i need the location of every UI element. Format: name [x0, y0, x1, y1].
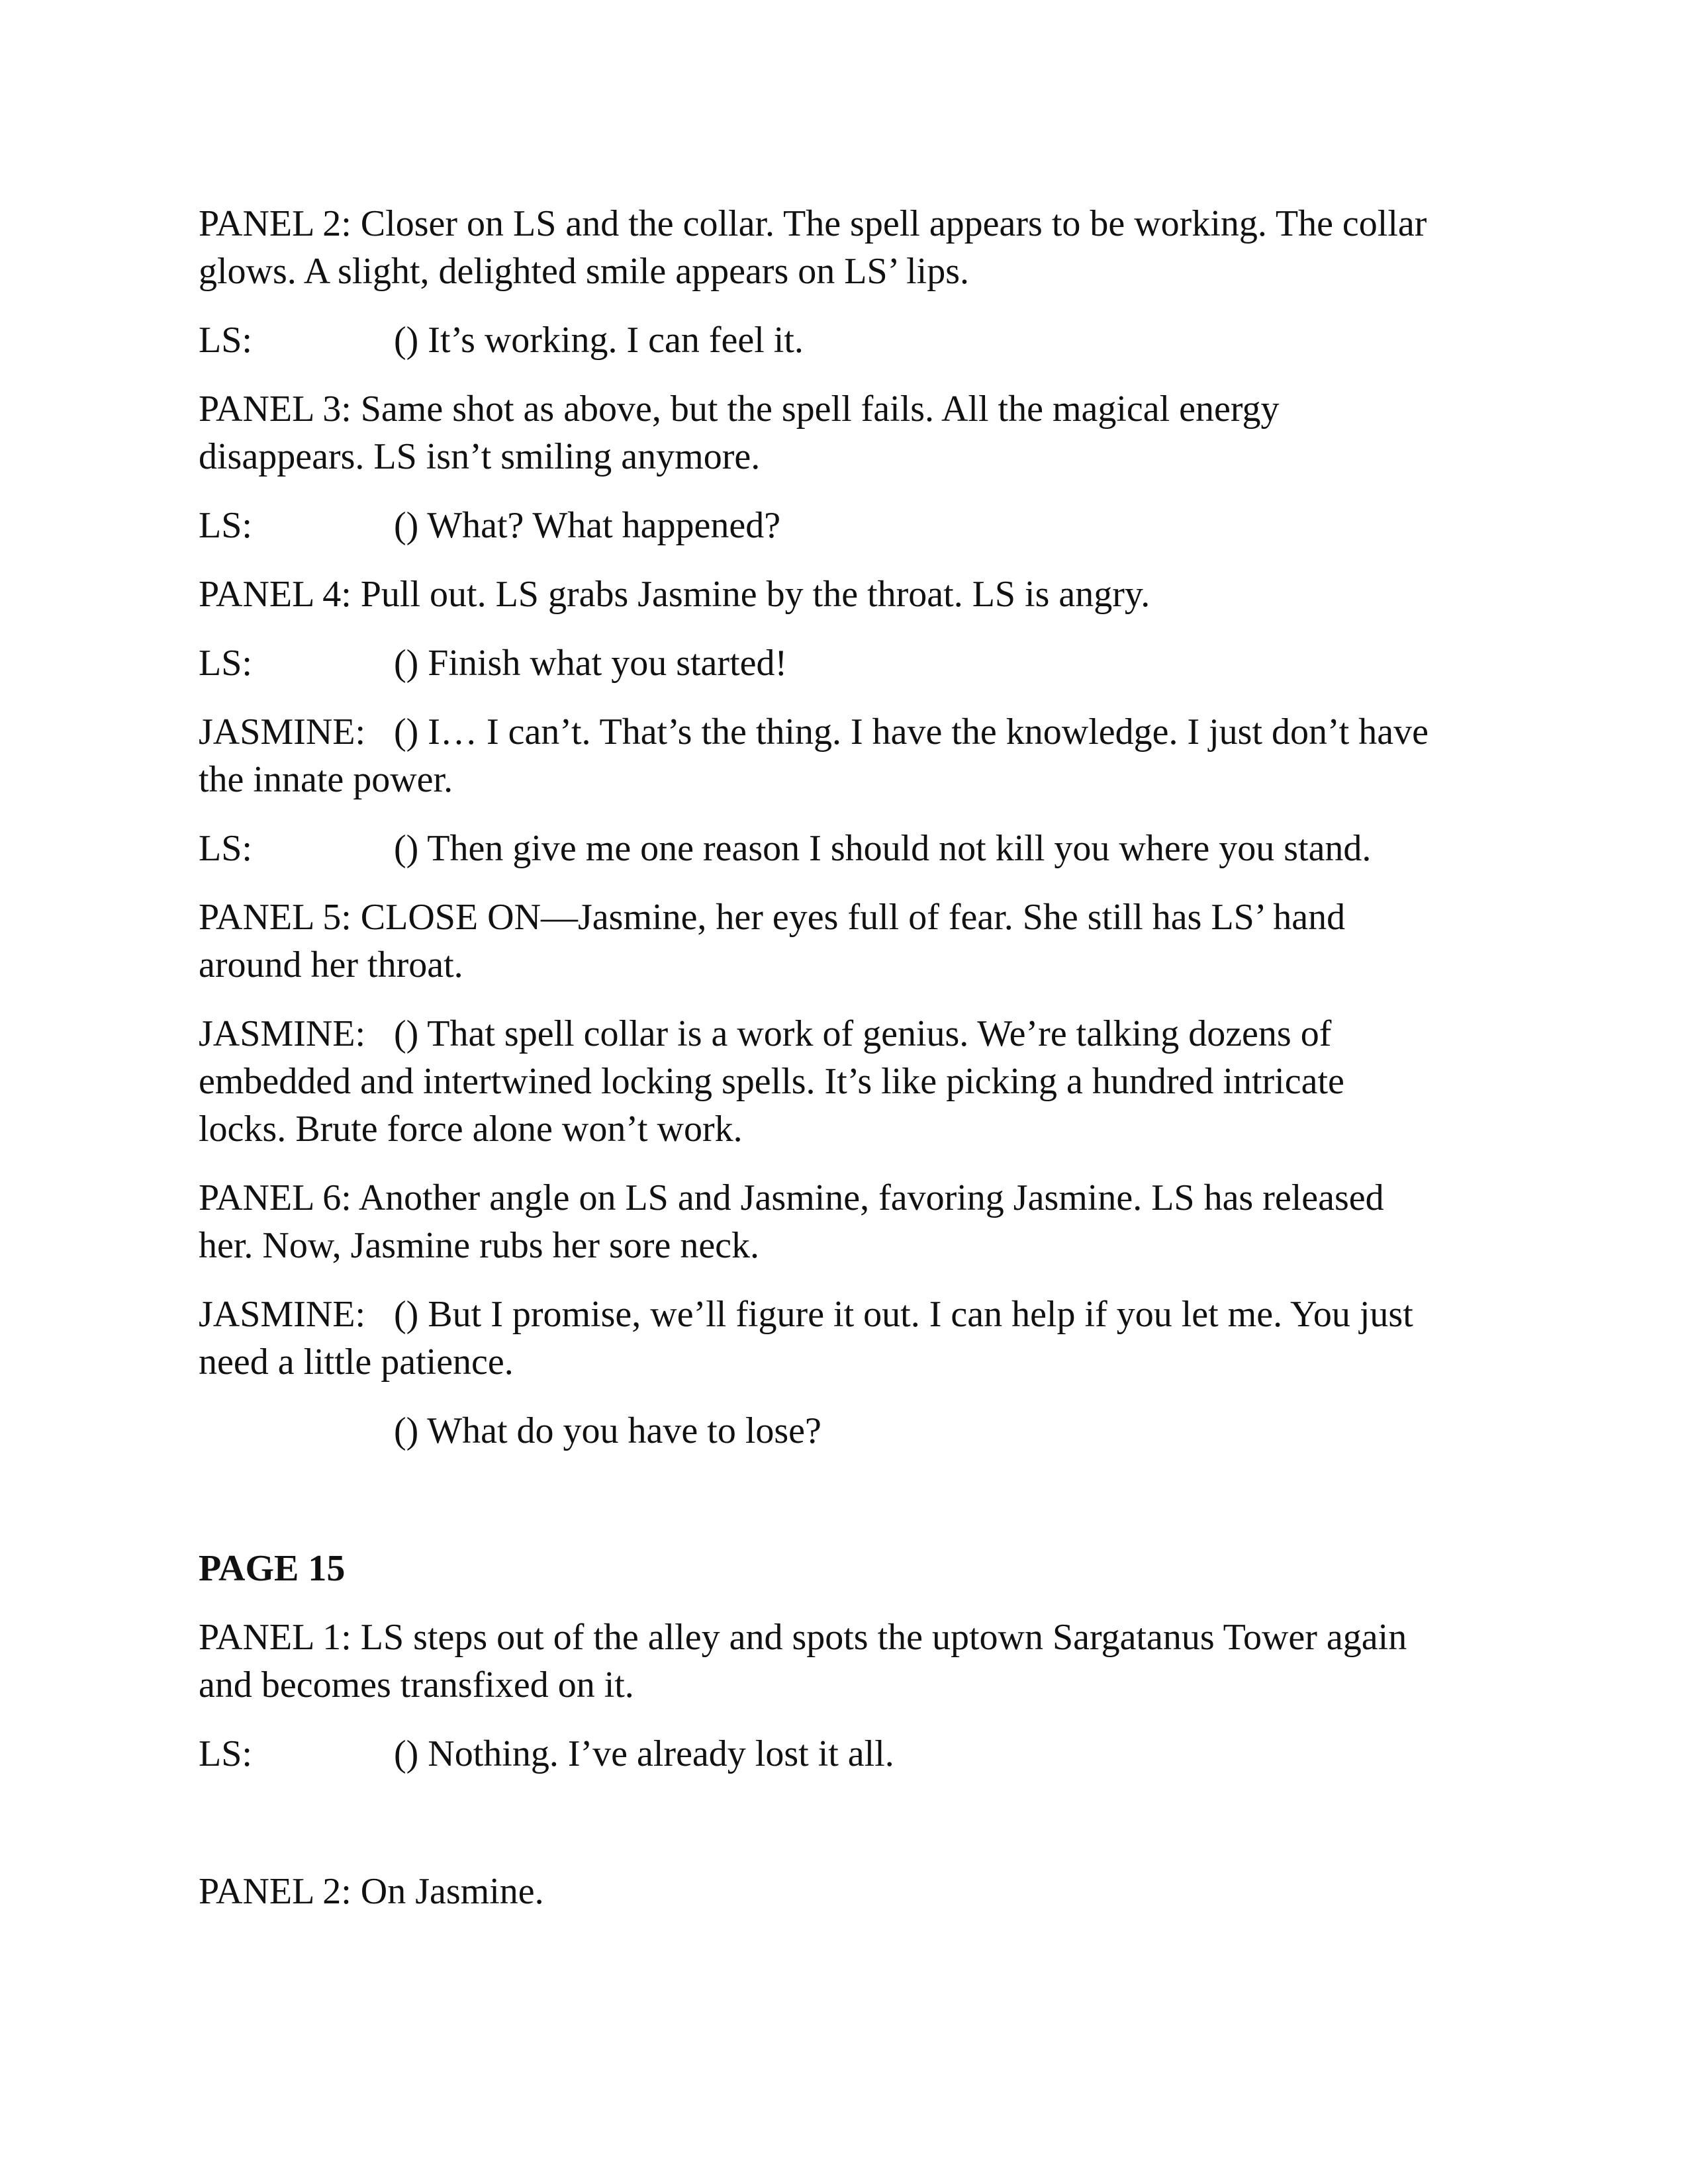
dialogue-continuation: locks. Brute force alone won’t work.: [199, 1109, 743, 1150]
dialogue-line: [199, 1730, 894, 1778]
speaker-name: JASMINE:: [199, 1013, 366, 1054]
dialogue-text: () I… I can’t. That’s the thing. I have the knowledge. I just don’t have: [394, 711, 1429, 752]
dialogue-continuation-balloon: () What do you have to lose?: [394, 1410, 821, 1451]
dialogue-text: () What? What happened?: [394, 505, 781, 546]
page-heading: PAGE 15: [199, 1548, 346, 1589]
panel-4-description-line-1: PANEL 4: Pull out. LS grabs Jasmine by the throat. LS is angry.: [199, 574, 1150, 615]
panel-6-description-line-2: her. Now, Jasmine rubs her sore neck.: [199, 1225, 760, 1266]
panel-1-description-line-1: PANEL 1: LS steps out of the alley and spots the uptown Sargatanus Tower again: [199, 1617, 1407, 1658]
dialogue-line: [199, 639, 787, 687]
panel-6-description-line-1: PANEL 6: Another angle on LS and Jasmine, favoring Jasmine. LS has released: [199, 1177, 1384, 1218]
speaker-name: LS:: [199, 1733, 252, 1774]
dialogue-continuation: the innate power.: [199, 759, 453, 800]
speaker-name: LS:: [199, 643, 252, 684]
dialogue-continuation: need a little patience.: [199, 1342, 514, 1383]
panel-2-description-line-1: PANEL 2: Closer on LS and the collar. The spell appears to be working. The collar: [199, 203, 1427, 244]
dialogue-continuation: embedded and intertwined locking spells. It’s like picking a hundred intricate: [199, 1061, 1344, 1102]
panel-1-description-line-2: and becomes transfixed on it.: [199, 1664, 634, 1706]
dialogue-line: [199, 1010, 1331, 1058]
panel-2-description-line-2: glows. A slight, delighted smile appears on LS’ lips.: [199, 251, 969, 292]
dialogue-text: () Nothing. I’ve already lost it all.: [394, 1733, 894, 1774]
speaker-name: JASMINE:: [199, 711, 366, 752]
panel-5-description-line-1: PANEL 5: CLOSE ON—Jasmine, her eyes full of fear. She still has LS’ hand: [199, 897, 1346, 938]
speaker-name: LS:: [199, 320, 252, 361]
dialogue-text: () Finish what you started!: [394, 643, 788, 684]
panel-2-on-jasmine: PANEL 2: On Jasmine.: [199, 1871, 544, 1912]
dialogue-line: [199, 316, 804, 364]
panel-3-description-line-2: disappears. LS isn’t smiling anymore.: [199, 436, 761, 477]
dialogue-text: () Then give me one reason I should not kill you where you stand.: [394, 828, 1372, 869]
dialogue-line: [199, 825, 1371, 872]
speaker-name: LS:: [199, 505, 252, 546]
speaker-name: JASMINE:: [199, 1294, 366, 1335]
panel-3-description-line-1: PANEL 3: Same shot as above, but the spell fails. All the magical energy: [199, 388, 1280, 430]
dialogue-line: [199, 1291, 1413, 1338]
dialogue-text: () It’s working. I can feel it.: [394, 320, 804, 361]
panel-5-description-line-2: around her throat.: [199, 944, 463, 985]
dialogue-text: () That spell collar is a work of genius. We’re talking dozens of: [394, 1013, 1332, 1054]
dialogue-text: () But I promise, we’ll figure it out. I can help if you let me. You just: [394, 1294, 1413, 1335]
dialogue-line: [199, 502, 780, 549]
dialogue-line: [199, 708, 1429, 756]
speaker-name: LS:: [199, 828, 252, 869]
